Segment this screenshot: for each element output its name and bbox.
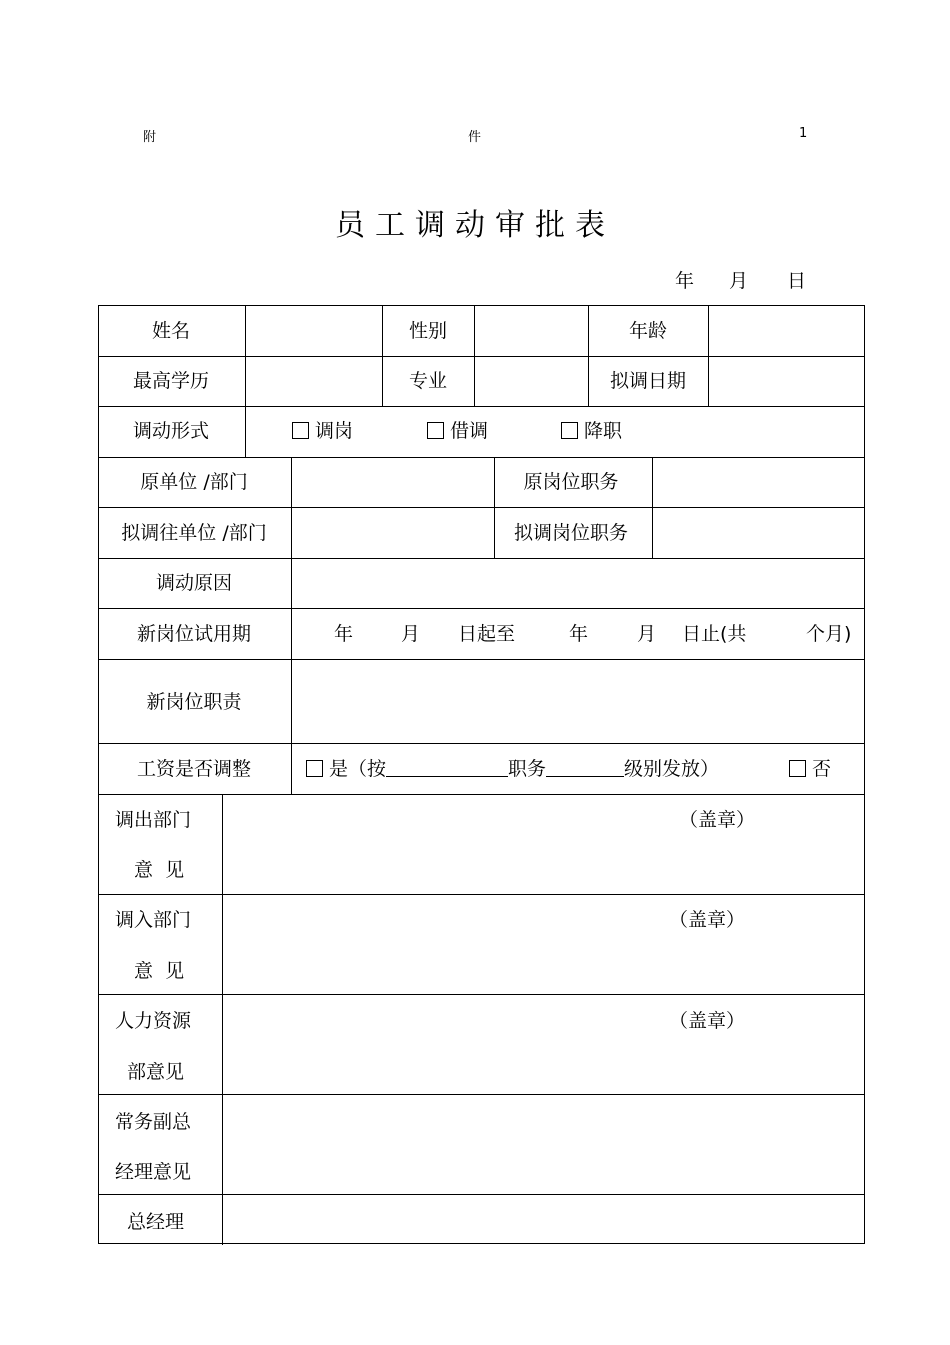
planned-date-label: 拟调日期 <box>609 370 687 392</box>
row-divider <box>99 743 864 744</box>
row-divider <box>99 794 864 795</box>
row-divider <box>99 558 864 559</box>
original-post-field[interactable] <box>654 459 860 505</box>
option-demotion[interactable] <box>561 419 622 443</box>
new-duties-label: 新岗位职责 <box>146 691 242 713</box>
major-label: 专业 <box>408 370 448 392</box>
hr-seal: （盖章） <box>669 1010 746 1032</box>
transfer-reason-label: 调动原因 <box>155 572 233 594</box>
gm-opinion-field[interactable] <box>224 1196 860 1242</box>
out-dept-seal: （盖章） <box>679 809 756 831</box>
salary-adjust-label: 工资是否调整 <box>136 758 252 780</box>
in-dept-label-1: 调入部门 <box>115 909 192 931</box>
attachment-label-middle: 件 <box>468 130 482 145</box>
column-divider <box>588 306 589 406</box>
checkbox-icon[interactable] <box>292 422 309 439</box>
salary-level-label: 级别发放） <box>624 758 720 780</box>
salary-post-blank[interactable] <box>386 758 508 777</box>
option-reassign-label: 调岗 <box>315 420 354 442</box>
out-dept-label-2: 意 见 <box>134 859 185 881</box>
hr-label-2: 部意见 <box>127 1061 185 1083</box>
option-demotion-label: 降职 <box>584 420 623 442</box>
probation-from: 日起至 <box>458 623 516 645</box>
transfer-reason-field[interactable] <box>293 560 860 606</box>
column-divider <box>245 306 246 457</box>
row-divider <box>99 994 864 995</box>
original-unit-field[interactable] <box>293 459 493 505</box>
education-field[interactable] <box>247 358 381 404</box>
option-secondment-label: 借调 <box>450 420 489 442</box>
name-field[interactable] <box>247 308 381 354</box>
column-divider <box>222 794 223 1245</box>
hr-opinion-field[interactable] <box>224 996 860 1092</box>
probation-to: 日止(共 <box>682 623 747 645</box>
option-reassign[interactable] <box>292 419 353 443</box>
column-divider <box>291 457 292 794</box>
gender-label: 性别 <box>408 320 448 342</box>
gm-label: 总经理 <box>127 1211 185 1233</box>
row-divider <box>99 608 864 609</box>
salary-adjust-yes[interactable] <box>306 757 719 781</box>
new-duties-field[interactable] <box>293 661 860 741</box>
vgm-opinion-field[interactable] <box>224 1096 860 1192</box>
transfer-type-label: 调动形式 <box>132 420 210 442</box>
in-dept-label-2: 意 见 <box>134 960 185 982</box>
new-post-label: 拟调岗位职务 <box>513 522 629 544</box>
row-divider <box>99 457 864 458</box>
salary-adjust-no-label: 否 <box>812 758 832 780</box>
original-unit-label: 原单位 /部门 <box>140 471 248 493</box>
probation-total-months: 个月) <box>806 623 852 645</box>
probation-start-month: 月 <box>401 623 421 645</box>
probation-end-year: 年 <box>569 623 589 645</box>
salary-adjust-yes-label: 是（按 <box>329 758 387 780</box>
gender-field[interactable] <box>476 308 587 354</box>
column-divider <box>494 457 495 558</box>
vgm-label-1: 常务副总 <box>115 1111 192 1133</box>
column-divider <box>474 306 475 406</box>
date-month: 月 <box>729 270 749 292</box>
checkbox-icon[interactable] <box>427 422 444 439</box>
row-divider <box>99 1094 864 1095</box>
option-secondment[interactable] <box>427 419 488 443</box>
row-divider <box>99 406 864 407</box>
transfer-approval-table <box>98 305 865 1244</box>
row-divider <box>99 659 864 660</box>
checkbox-icon[interactable] <box>789 760 806 777</box>
date-day: 日 <box>787 270 807 292</box>
out-dept-label-1: 调出部门 <box>115 809 192 831</box>
out-dept-opinion-field[interactable] <box>224 796 860 892</box>
attachment-number: 1 <box>799 126 808 141</box>
row-divider <box>99 894 864 895</box>
checkbox-icon[interactable] <box>561 422 578 439</box>
salary-adjust-no[interactable] <box>789 757 831 781</box>
name-label: 姓名 <box>151 320 191 342</box>
salary-post-label: 职务 <box>508 758 547 780</box>
column-divider <box>652 457 653 558</box>
new-unit-label: 拟调往单位 /部门 <box>121 522 267 544</box>
hr-label-1: 人力资源 <box>115 1010 192 1032</box>
row-divider <box>99 1194 864 1195</box>
probation-end-month: 月 <box>637 623 657 645</box>
column-divider <box>382 306 383 406</box>
major-field[interactable] <box>476 358 587 404</box>
new-post-field[interactable] <box>654 510 860 556</box>
probation-start-year: 年 <box>334 623 354 645</box>
attachment-label-left: 附 <box>143 130 157 145</box>
planned-date-field[interactable] <box>710 358 860 404</box>
column-divider <box>708 306 709 406</box>
row-divider <box>99 356 864 357</box>
in-dept-seal: （盖章） <box>669 909 746 931</box>
age-label: 年龄 <box>628 320 668 342</box>
salary-level-blank[interactable] <box>546 758 624 777</box>
date-year: 年 <box>675 270 695 292</box>
checkbox-icon[interactable] <box>306 760 323 777</box>
form-title: 员工调动审批表 <box>335 208 615 243</box>
row-divider <box>99 507 864 508</box>
age-field[interactable] <box>710 308 860 354</box>
education-label: 最高学历 <box>132 370 210 392</box>
in-dept-opinion-field[interactable] <box>224 896 860 992</box>
new-unit-field[interactable] <box>293 510 493 556</box>
vgm-label-2: 经理意见 <box>115 1161 192 1183</box>
original-post-label: 原岗位职务 <box>523 471 619 493</box>
probation-label: 新岗位试用期 <box>136 623 252 645</box>
